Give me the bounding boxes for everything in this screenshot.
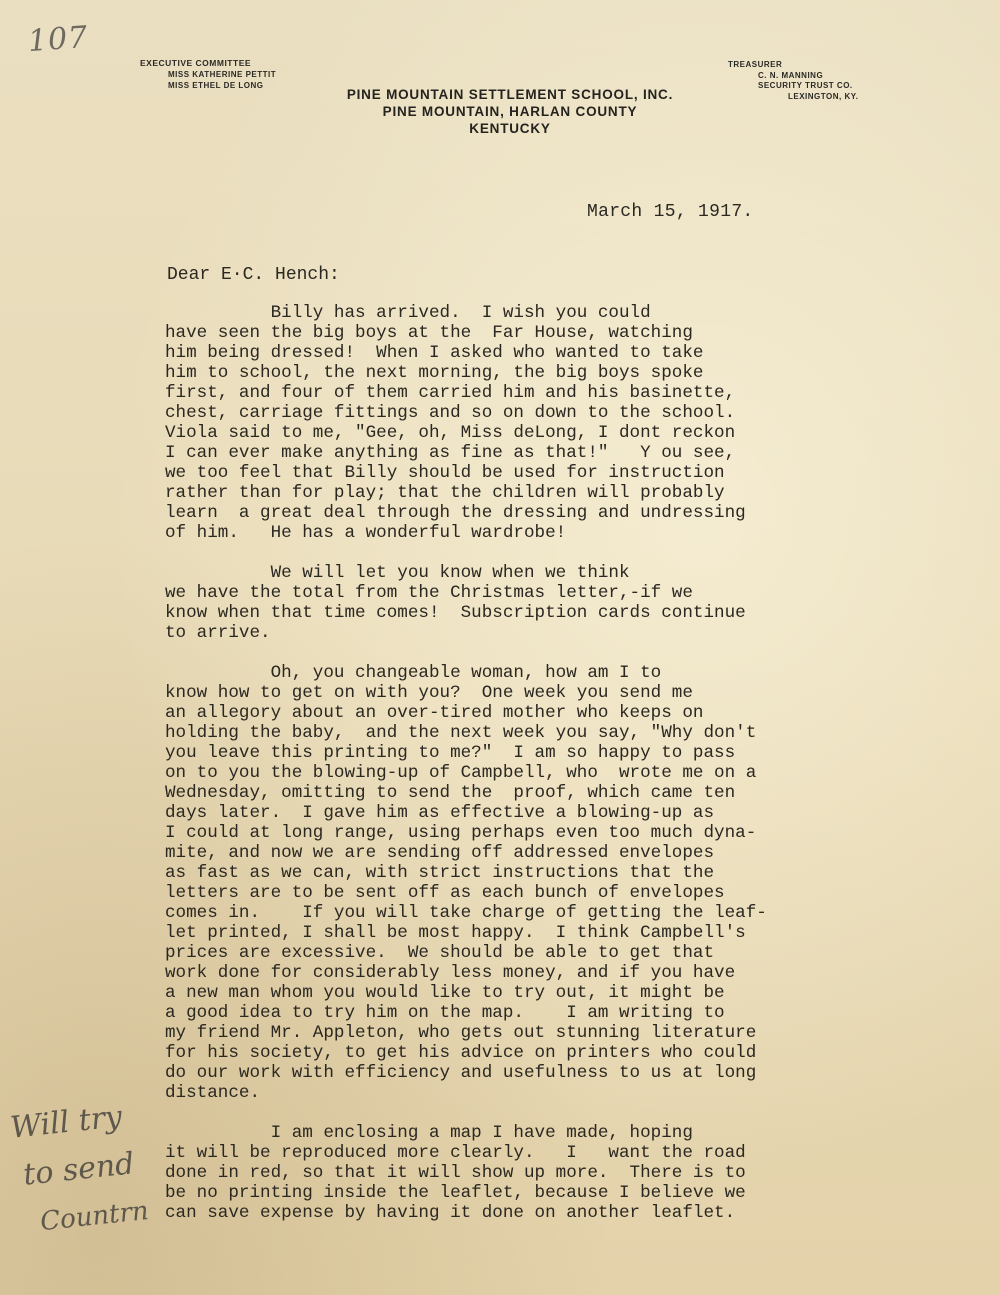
committee-member: MISS KATHERINE PETTIT xyxy=(168,70,277,79)
pencil-page-number: 107 xyxy=(26,19,90,60)
margin-note-line: Will try xyxy=(8,1099,124,1146)
treasurer-bank: SECURITY TRUST CO. xyxy=(758,81,853,90)
committee-member: MISS ETHEL DE LONG xyxy=(168,81,264,90)
executive-committee-title: EXECUTIVE COMMITTEE xyxy=(140,58,252,68)
handwritten-margin-note xyxy=(8,1089,172,1248)
paragraph: Oh, you changeable woman, how am I to know how to get on with you? One week you send me an allegory about an over-tired mother who keeps on holding the baby, and the next week you say, "Why don't you leave this printing to me?" I am so happy to pass on to you the blowing-up of Campbell, who wrote me on a Wednesday, omitting to send the proof, which came ten days later. I gave him as effective a blowing-up as I could at long range, using perhaps even too much dyna- mite, and now we are sending off addressed envelopes as fast as we can, with strict instructions that the letters are to be sent off as each bunch of envelopes comes in. If you will take charge of getting the leaf- let printed, I shall be most happy. I think Campbell's prices are excessive. We should be able to get that work done for considerably less money, and if you have a new man whom you would like to try out, it might be a good idea to try him on the map. I am writing to my friend Mr. Appleton, who gets out stunning literature for his society, to get his advice on printers who could do our work with efficiency and usefulness to us at long distance. xyxy=(165,663,767,1103)
treasurer-city: LEXINGTON, KY. xyxy=(788,91,859,101)
letterhead-executive-committee xyxy=(140,58,276,91)
paragraph: Billy has arrived. I wish you could have seen the big boys at the Far House, watching him being dressed! When I asked who wanted to take him to school, the next morning, the big boys spoke first, and four of them carried him and his basinette, chest, carriage fittings and so on down to the school. Viola said to me, "Gee, oh, Miss deLong, I dont reckon I can ever make anything as fine as that!" Y ou see, we too feel that Billy should be used for instruction rather than for play; that the children will probably learn a great deal through the dressing and undressing of him. He has a wonderful wardrobe! xyxy=(165,303,746,543)
letterhead-school-name xyxy=(310,86,710,137)
school-state: KENTUCKY xyxy=(469,121,551,136)
treasurer-title: TREASURER xyxy=(728,60,783,69)
paragraph: We will let you know when we think we have the total from the Christmas letter,-if we know when that time comes! Subscription cards continue to arrive. xyxy=(165,563,746,643)
margin-note-line: Countrn xyxy=(38,1195,151,1238)
paragraph: I am enclosing a map I have made, hoping it will be reproduced more clearly. I want the road done in red, so that it will show up more. There is to be no printing inside the leaflet, because I believe we can save expense by having it done on another leaflet. xyxy=(165,1123,746,1223)
letterhead-treasurer xyxy=(728,60,868,102)
school-location: PINE MOUNTAIN, HARLAN COUNTY xyxy=(382,104,638,119)
margin-note-line: to send xyxy=(21,1146,136,1193)
letter-date: March 15, 1917. xyxy=(587,202,754,222)
school-name: PINE MOUNTAIN SETTLEMENT SCHOOL, INC. xyxy=(346,87,674,102)
treasurer-name: C. N. MANNING xyxy=(758,70,824,80)
salutation: Dear E·C. Hench: xyxy=(167,265,340,285)
